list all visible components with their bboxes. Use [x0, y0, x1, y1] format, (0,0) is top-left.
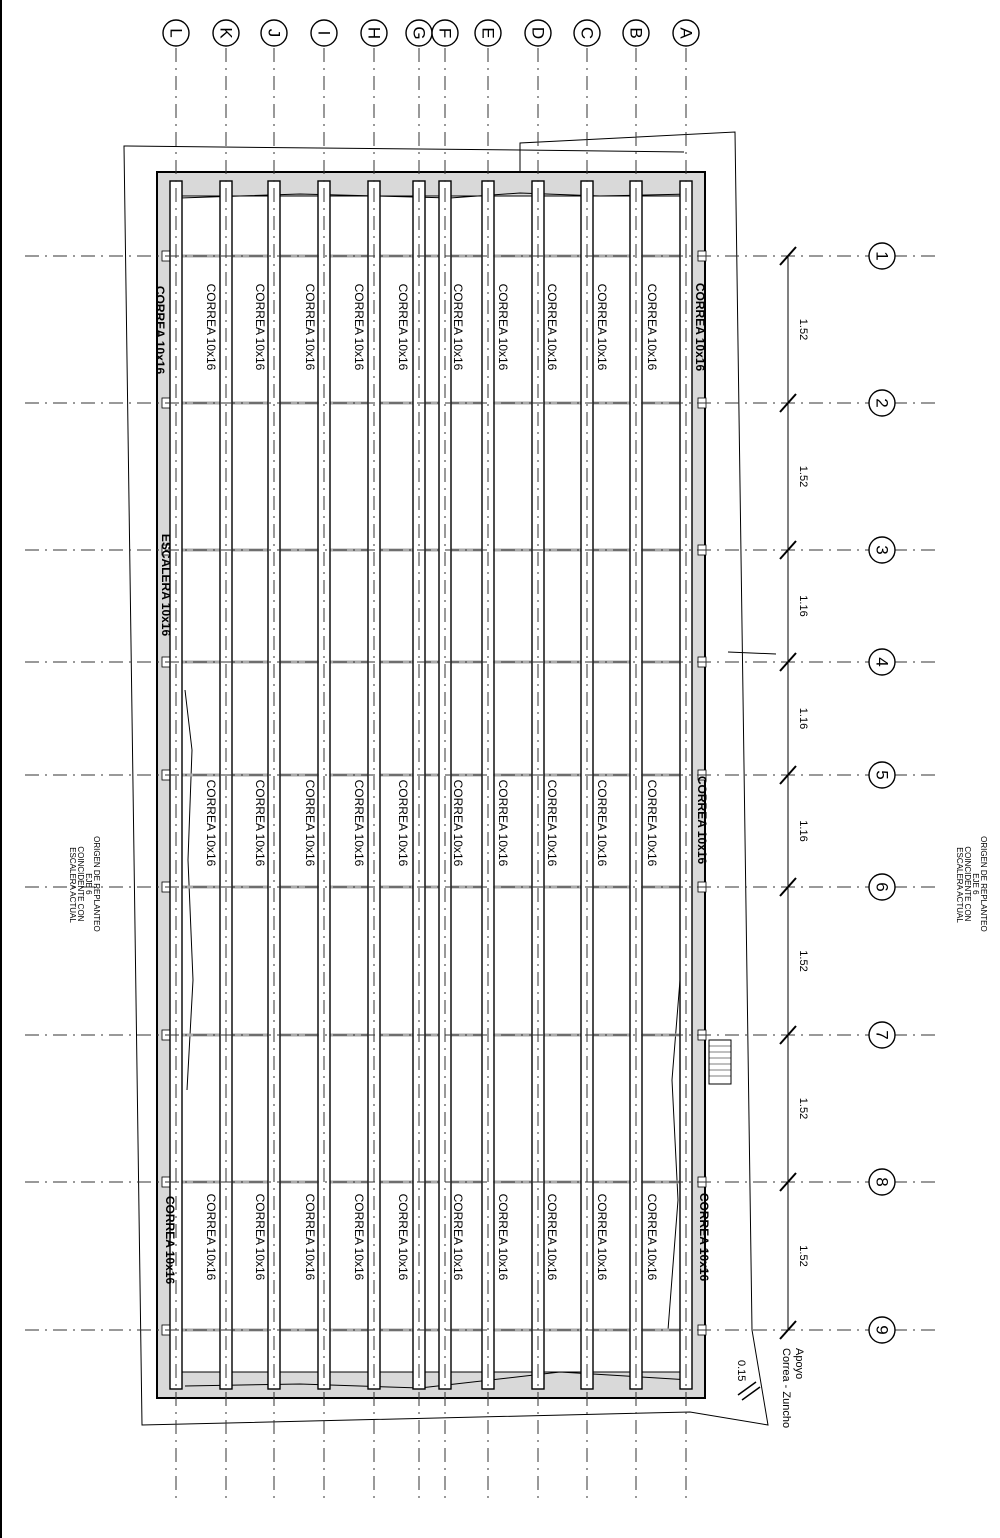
- axis-bubble-label: F: [435, 27, 455, 39]
- axis-bubble-K: [213, 20, 239, 46]
- purlin-label: CORREA 10x16: [396, 283, 410, 371]
- dimension-value: 1.16: [797, 595, 809, 617]
- edge-beam-label: CORREA 10x16: [163, 1195, 177, 1285]
- purlin-label: CORREA 10x16: [645, 283, 659, 371]
- dimension-value: 1.52: [797, 950, 809, 972]
- dimension-value: 1.52: [797, 465, 809, 488]
- axis-bubble-label: 2: [872, 398, 892, 408]
- axis-bubble-label: 3: [872, 545, 892, 555]
- axis-bubble-label: J: [264, 28, 284, 38]
- axis-bubble-label: 9: [872, 1325, 892, 1335]
- purlin-label: CORREA 10x16: [451, 283, 465, 371]
- axis-bubble-9: [869, 1317, 895, 1343]
- axis-bubble-A: [673, 20, 699, 46]
- edge-beam-label: CORREA 10x16: [697, 1192, 711, 1282]
- axis-bubble-label: C: [577, 26, 597, 40]
- edge-beam-label: CORREA 10x16: [695, 775, 709, 865]
- axis-bubble-label: L: [166, 28, 186, 38]
- support-value: 0.15: [735, 1360, 747, 1382]
- dimension-value: 1.52: [797, 1097, 809, 1120]
- stair-block: [709, 1040, 731, 1084]
- axis-bubble-B: [623, 20, 649, 46]
- origin-note-right: ORIGEN DE REPLANTEO EJE 6 COINCIDENTE CON ESCALERA ACTUAL: [955, 836, 988, 932]
- stair-label: ESCALERA 10x16: [159, 533, 173, 637]
- axis-bubble-D: [525, 20, 551, 46]
- axis-bubble-label: 5: [872, 770, 892, 780]
- purlin-label: CORREA 10x16: [545, 283, 559, 371]
- axis-bubble-4: [869, 649, 895, 675]
- purlin-label: CORREA 10x16: [204, 779, 218, 867]
- axis-bubble-2: [869, 390, 895, 416]
- purlin-label: CORREA 10x16: [496, 779, 510, 867]
- purlin-label: CORREA 10x16: [352, 283, 366, 371]
- axis-bubble-label: H: [364, 26, 384, 40]
- axis-bubble-8: [869, 1169, 895, 1195]
- axis-bubble-F: [432, 20, 458, 46]
- leader-line: [728, 652, 776, 654]
- dimension-value: 1.52: [797, 318, 809, 341]
- purlin-label: CORREA 10x16: [303, 283, 317, 371]
- purlin-label: CORREA 10x16: [352, 1193, 366, 1281]
- purlin-label: CORREA 10x16: [595, 1193, 609, 1281]
- axis-bubble-G: [406, 20, 432, 46]
- purlin-label: CORREA 10x16: [396, 779, 410, 867]
- axis-bubble-label: E: [478, 27, 498, 39]
- axis-bubble-C: [574, 20, 600, 46]
- purlin-label: CORREA 10x16: [645, 1193, 659, 1281]
- stair-hatch: [709, 1046, 731, 1076]
- purlin-label: CORREA 10x16: [303, 1193, 317, 1281]
- axis-bubble-6: [869, 874, 895, 900]
- purlin-label: CORREA 10x16: [253, 779, 267, 867]
- edge-beam-label: CORREA 10x16: [153, 285, 167, 375]
- purlin-label: CORREA 10x16: [595, 283, 609, 371]
- purlin-label: CORREA 10x16: [496, 1193, 510, 1281]
- axis-bubble-label: I: [314, 30, 334, 36]
- axis-bubble-label: D: [528, 26, 548, 40]
- purlin-label: CORREA 10x16: [396, 1193, 410, 1281]
- purlin-label: CORREA 10x16: [253, 283, 267, 371]
- axis-bubble-3: [869, 537, 895, 563]
- dimension-value: 1.52: [797, 1245, 809, 1267]
- slab-interior: [172, 196, 688, 1372]
- axis-bubble-H: [361, 20, 387, 46]
- support-note: [735, 1348, 805, 1428]
- dimension-value: 1.16: [797, 707, 809, 730]
- purlin-label: CORREA 10x16: [645, 779, 659, 867]
- purlin-label: CORREA 10x16: [595, 779, 609, 867]
- purlin-label: CORREA 10x16: [545, 779, 559, 867]
- edge-beam-label: CORREA 10x16: [693, 282, 707, 372]
- axis-bubble-L: [163, 20, 189, 46]
- axis-bubble-E: [475, 20, 501, 46]
- support-label: Apoyo Correa - Zuncho: [780, 1348, 805, 1429]
- boundary-step: [520, 150, 684, 152]
- origin-note-left: ORIGEN DE REPLANTEO EJE 6 COINCIDENTE CON ESCALERA ACTUAL: [68, 836, 101, 932]
- axis-bubble-I: [311, 20, 337, 46]
- axis-bubble-label: K: [216, 27, 236, 39]
- axis-bubble-label: 7: [872, 1030, 892, 1040]
- axis-bubble-label: 8: [872, 1177, 892, 1187]
- dimension-value: 1.16: [797, 820, 809, 842]
- axis-bubble-label: 6: [872, 882, 892, 892]
- purlin-label: CORREA 10x16: [352, 779, 366, 867]
- axis-bubble-1: [869, 243, 895, 269]
- purlin-label: CORREA 10x16: [303, 779, 317, 867]
- axis-bubble-J: [261, 20, 287, 46]
- purlin-label: CORREA 10x16: [451, 779, 465, 867]
- purlin-label: CORREA 10x16: [204, 1193, 218, 1281]
- axis-bubble-label: 1: [872, 251, 892, 261]
- purlin-label: CORREA 10x16: [451, 1193, 465, 1281]
- axis-bubble-5: [869, 762, 895, 788]
- axis-bubble-label: A: [676, 27, 696, 39]
- axis-bubble-label: B: [626, 27, 646, 39]
- purlin-label: CORREA 10x16: [253, 1193, 267, 1281]
- axis-bubble-7: [869, 1022, 895, 1048]
- purlin-label: CORREA 10x16: [545, 1193, 559, 1281]
- purlin-label: CORREA 10x16: [496, 283, 510, 371]
- axis-bubble-label: G: [409, 26, 429, 40]
- axis-bubble-label: 4: [872, 657, 892, 667]
- purlin-label: CORREA 10x16: [204, 283, 218, 371]
